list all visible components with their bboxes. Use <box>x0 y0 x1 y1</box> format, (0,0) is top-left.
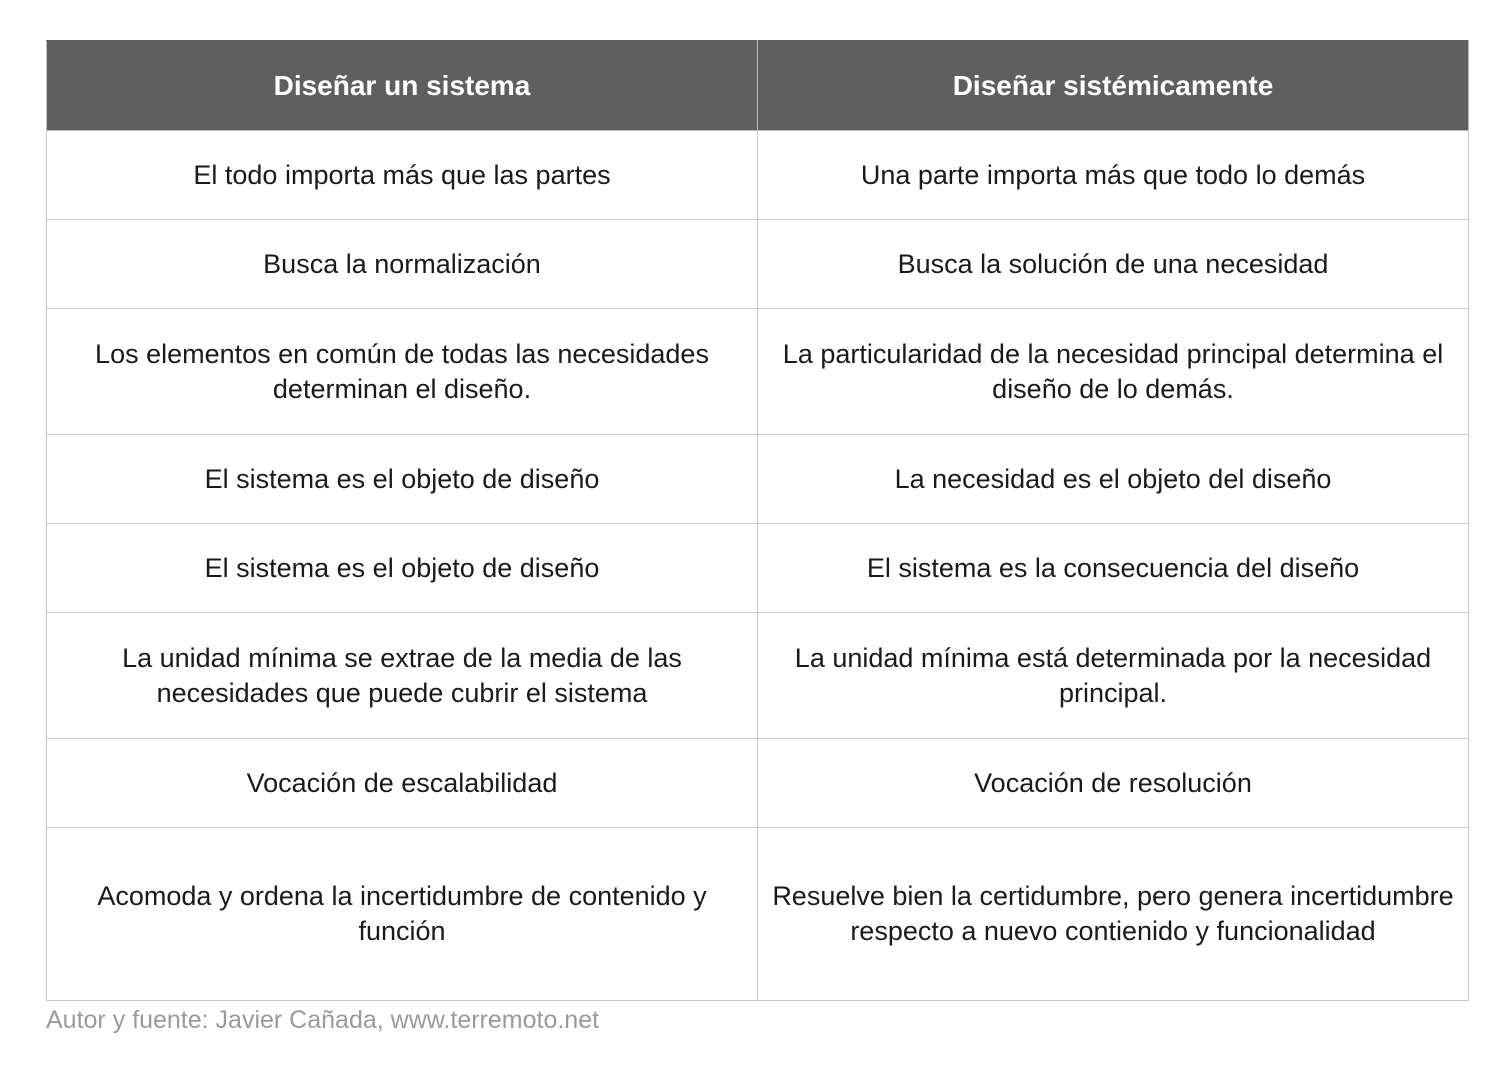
table-cell: El todo importa más que las partes <box>47 131 758 220</box>
table-cell: Vocación de resolución <box>758 739 1469 828</box>
comparison-table <box>46 40 1469 1001</box>
table-row <box>47 131 1469 220</box>
table-cell: Vocación de escalabilidad <box>47 739 758 828</box>
table-cell: El sistema es la consecuencia del diseño <box>758 524 1469 613</box>
header-design-a-system: Diseñar un sistema <box>47 41 758 131</box>
table-row <box>47 613 1469 739</box>
table-row <box>47 435 1469 524</box>
table-header-row <box>47 41 1469 131</box>
table-row <box>47 309 1469 435</box>
table-cell: Busca la solución de una necesidad <box>758 220 1469 309</box>
table-row <box>47 220 1469 309</box>
table-cell: Acomoda y ordena la incertidumbre de contenido y función <box>47 828 758 1001</box>
table-cell: La unidad mínima está determinada por la necesidad principal. <box>758 613 1469 739</box>
table-cell: Una parte importa más que todo lo demás <box>758 131 1469 220</box>
table-cell: Busca la normalización <box>47 220 758 309</box>
table-row <box>47 524 1469 613</box>
table-cell: El sistema es el objeto de diseño <box>47 435 758 524</box>
table-cell: Resuelve bien la certidumbre, pero genera incertidumbre respecto a nuevo contienido y funcionalidad <box>758 828 1469 1001</box>
table-cell: La unidad mínima se extrae de la media de las necesidades que puede cubrir el sistema <box>47 613 758 739</box>
table-cell: La necesidad es el objeto del diseño <box>758 435 1469 524</box>
header-design-systemically: Diseñar sistémicamente <box>758 41 1469 131</box>
source-caption: Autor y fuente: Javier Cañada, www.terremoto.net <box>46 1006 600 1034</box>
table-row <box>47 828 1469 1001</box>
table-row <box>47 739 1469 828</box>
table-cell: Los elementos en común de todas las necesidades determinan el diseño. <box>47 309 758 435</box>
table-cell: El sistema es el objeto de diseño <box>47 524 758 613</box>
table-cell: La particularidad de la necesidad principal determina el diseño de lo demás. <box>758 309 1469 435</box>
